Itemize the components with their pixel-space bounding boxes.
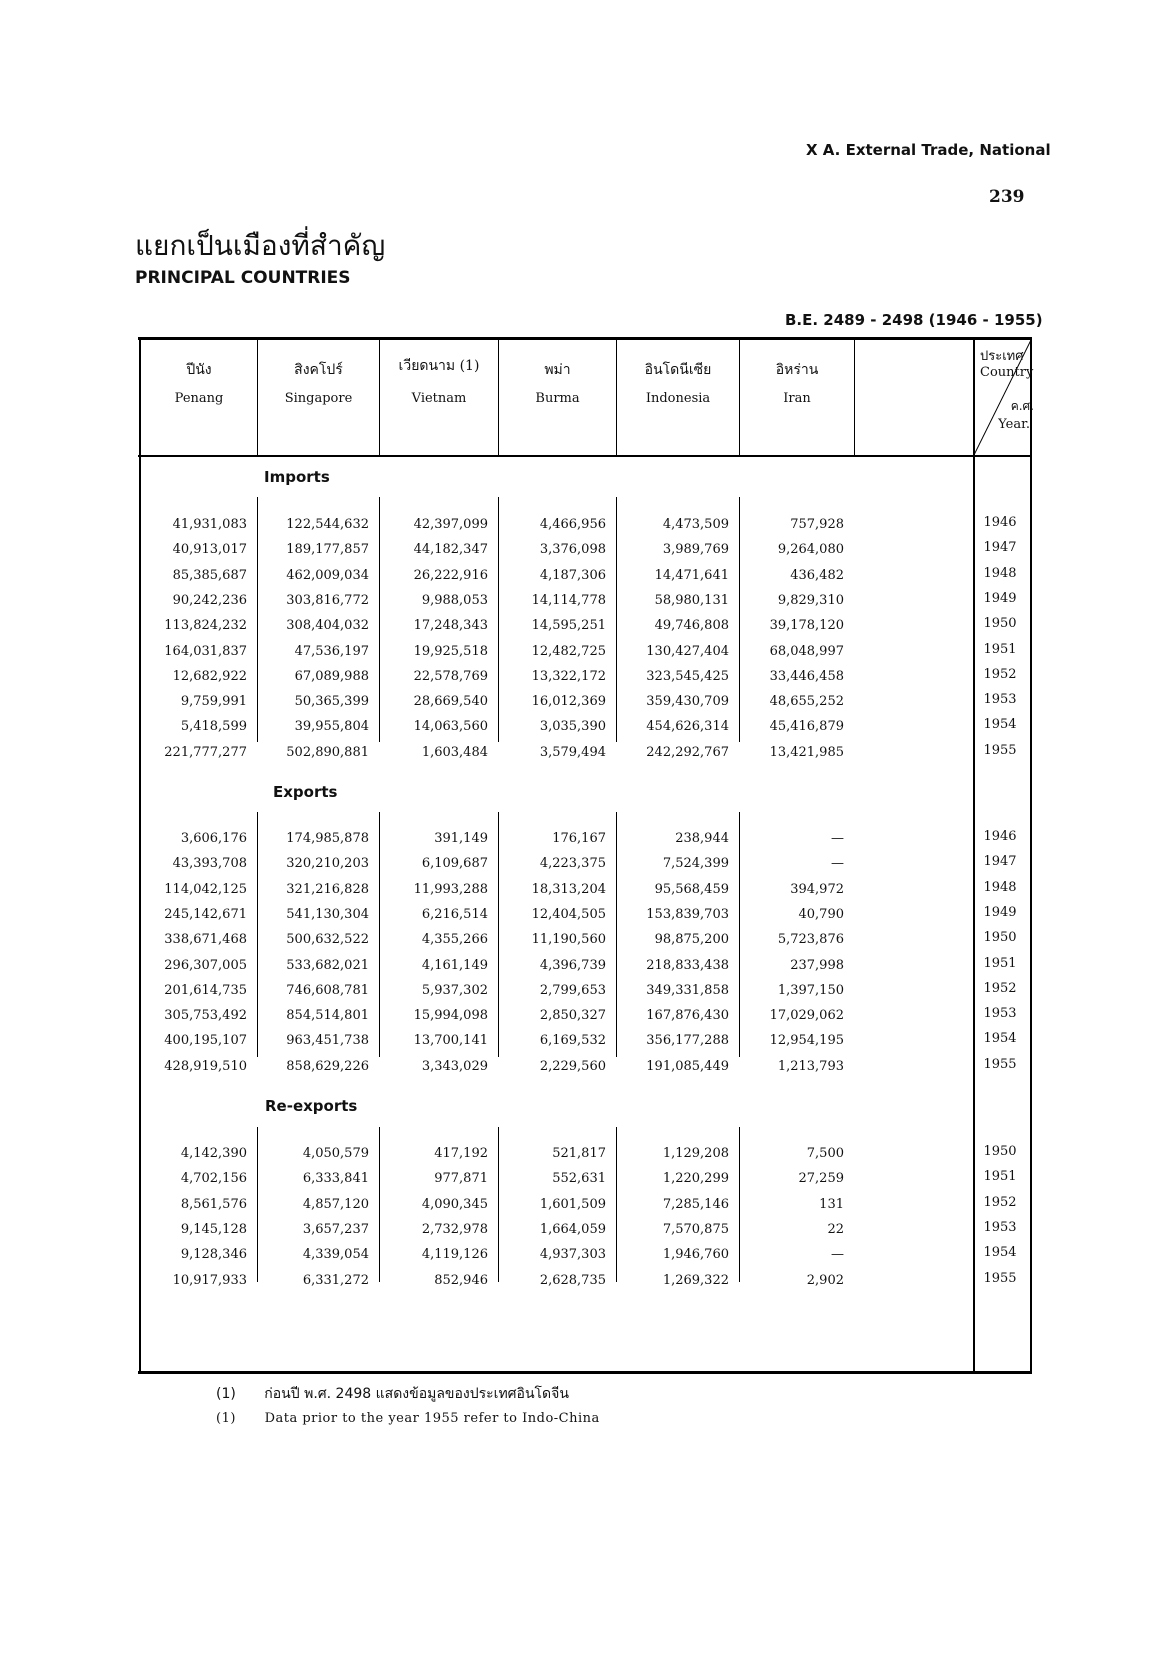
footnote-text: Data prior to the year 1955 refer to Indo-China (264, 1411, 600, 1426)
table-cell: 98,875,200 (654, 932, 729, 947)
table-cell: 176,167 (552, 831, 606, 846)
table-cell: 85,385,687 (172, 568, 247, 583)
table-cell: 5,937,302 (421, 983, 488, 998)
column-header-thai: พม่า (544, 362, 571, 378)
table-cell: 48,655,252 (769, 694, 844, 709)
table-bottom-rule (138, 1371, 1032, 1374)
table-cell: 218,833,438 (646, 958, 729, 973)
page-title-thai: แยกเป็นเมืองที่สำคัญ (135, 229, 386, 262)
table-year-cell: 1955 (983, 743, 1017, 758)
table-year-cell: 1951 (983, 642, 1017, 657)
table-cell: 10,917,933 (172, 1273, 247, 1288)
table-cell: 58,980,131 (654, 593, 729, 608)
table-cell: 39,955,804 (294, 719, 369, 734)
column-header-thai: เวียดนาม (1) (398, 358, 480, 374)
table-cell: 977,871 (434, 1171, 488, 1186)
table-cell: 6,109,687 (421, 856, 488, 871)
table-cell: 237,998 (790, 958, 844, 973)
table-cell: 39,178,120 (769, 618, 844, 633)
footnote-marker: (1) (216, 1411, 236, 1426)
table-year-cell: 1953 (983, 692, 1017, 707)
table-cell: 1,220,299 (662, 1171, 729, 1186)
trade-table (138, 337, 1032, 1375)
table-cell: 3,657,237 (302, 1222, 369, 1237)
table-year-cell: 1948 (983, 566, 1017, 581)
table-cell: 4,050,579 (302, 1146, 369, 1161)
table-year-cell: 1952 (983, 981, 1017, 996)
table-cell: 95,568,459 (654, 882, 729, 897)
table-cell: 552,631 (552, 1171, 606, 1186)
table-cell: 22,578,769 (413, 669, 488, 684)
table-cell: 320,210,203 (286, 856, 369, 871)
column-header: Burma (535, 391, 580, 406)
table-top-rule (138, 337, 1032, 340)
table-cell: 14,063,560 (413, 719, 488, 734)
table-cell: 17,248,343 (413, 618, 488, 633)
table-year-cell: 1949 (983, 591, 1017, 606)
column-header-thai: อิหร่าน (775, 362, 819, 378)
table-cell: 349,331,858 (646, 983, 729, 998)
table-cell: 19,925,518 (413, 644, 488, 659)
table-cell: 174,985,878 (286, 831, 369, 846)
table-cell: 454,626,314 (646, 719, 729, 734)
corner-country-thai: ประเทศ (980, 349, 1024, 364)
table-cell: 201,614,735 (164, 983, 247, 998)
table-cell: 394,972 (790, 882, 844, 897)
table-cell: 4,223,375 (539, 856, 606, 871)
table-cell: 164,031,837 (164, 644, 247, 659)
table-cell: 43,393,708 (172, 856, 247, 871)
table-cell: 1,213,793 (777, 1059, 844, 1074)
table-cell: 17,029,062 (769, 1008, 844, 1023)
table-cell: 963,451,738 (286, 1033, 369, 1048)
table-cell: 242,292,767 (646, 745, 729, 760)
table-cell: 221,777,277 (164, 745, 247, 760)
table-cell: 303,816,772 (286, 593, 369, 608)
page-title: PRINCIPAL COUNTRIES (135, 268, 351, 288)
table-cell: 11,993,288 (413, 882, 488, 897)
table-year-cell: 1951 (983, 956, 1017, 971)
table-cell: 436,482 (790, 568, 844, 583)
column-header: Penang (174, 391, 224, 406)
table-cell: 7,570,875 (662, 1222, 729, 1237)
table-cell: 4,857,120 (302, 1197, 369, 1212)
column-header: Vietnam (411, 391, 467, 406)
table-cell: 3,989,769 (662, 542, 729, 557)
table-cell: 1,601,509 (539, 1197, 606, 1212)
footnote-thai (216, 1383, 569, 1405)
table-cell: 28,669,540 (413, 694, 488, 709)
table-cell: 305,753,492 (164, 1008, 247, 1023)
table-cell: 15,994,098 (413, 1008, 488, 1023)
table-cell: 6,169,532 (539, 1033, 606, 1048)
table-cell: 14,114,778 (531, 593, 606, 608)
column-divider (854, 340, 855, 455)
table-year-cell: 1946 (983, 515, 1017, 530)
table-cell: 12,404,505 (531, 907, 606, 922)
table-cell: 533,682,021 (286, 958, 369, 973)
section-label-reexports: Re-exports (265, 1097, 358, 1115)
table-year-cell: 1953 (983, 1220, 1017, 1235)
table-cell: 22 (827, 1222, 844, 1237)
table-cell: 49,746,808 (654, 618, 729, 633)
table-cell: 4,937,303 (539, 1247, 606, 1262)
table-cell: 18,313,204 (531, 882, 606, 897)
table-cell: 2,902 (806, 1273, 844, 1288)
table-cell: 9,264,080 (777, 542, 844, 557)
table-cell: 4,355,266 (421, 932, 488, 947)
table-year-cell: 1954 (983, 1245, 1017, 1260)
table-cell: 26,222,916 (413, 568, 488, 583)
corner-year: Year. (998, 417, 1030, 432)
table-cell: 1,397,150 (777, 983, 844, 998)
table-cell: 189,177,857 (286, 542, 369, 557)
table-cell: 4,142,390 (180, 1146, 247, 1161)
table-cell: 5,723,876 (777, 932, 844, 947)
table-cell: 14,471,641 (654, 568, 729, 583)
table-cell: 13,322,172 (531, 669, 606, 684)
table-cell: 521,817 (552, 1146, 606, 1161)
table-year-cell: 1951 (983, 1169, 1017, 1184)
table-cell: 13,700,141 (413, 1033, 488, 1048)
table-cell: 40,913,017 (172, 542, 247, 557)
table-cell: — (831, 856, 844, 871)
table-cell: 1,269,322 (662, 1273, 729, 1288)
table-cell: 122,544,632 (286, 517, 369, 532)
table-year-cell: 1952 (983, 667, 1017, 682)
table-cell: 44,182,347 (413, 542, 488, 557)
table-cell: 9,829,310 (777, 593, 844, 608)
table-cell: 500,632,522 (286, 932, 369, 947)
table-cell: 238,944 (675, 831, 729, 846)
table-cell: 113,824,232 (164, 618, 247, 633)
table-cell: 3,606,176 (180, 831, 247, 846)
table-year-cell: 1950 (983, 616, 1017, 631)
footnote-en (216, 1411, 600, 1426)
table-cell: 3,376,098 (539, 542, 606, 557)
table-year-cell: 1953 (983, 1006, 1017, 1021)
column-header: Indonesia (645, 391, 711, 406)
table-cell: 5,418,599 (180, 719, 247, 734)
table-cell: 33,446,458 (769, 669, 844, 684)
table-cell: 4,090,345 (421, 1197, 488, 1212)
table-cell: 114,042,125 (164, 882, 247, 897)
table-cell: 50,365,399 (294, 694, 369, 709)
footnote-marker: (1) (216, 1386, 236, 1402)
table-cell: 41,931,083 (172, 517, 247, 532)
section-label-exports: Exports (273, 783, 338, 801)
table-cell: 7,500 (806, 1146, 844, 1161)
table-cell: 2,732,978 (421, 1222, 488, 1237)
table-cell: 14,595,251 (531, 618, 606, 633)
table-cell: 502,890,881 (286, 745, 369, 760)
table-cell: 428,919,510 (164, 1059, 247, 1074)
table-cell: 4,466,956 (539, 517, 606, 532)
table-cell: 4,187,306 (539, 568, 606, 583)
table-cell: 9,128,346 (180, 1247, 247, 1262)
table-cell: 2,229,560 (539, 1059, 606, 1074)
table-cell: 9,145,128 (180, 1222, 247, 1237)
table-cell: 858,629,226 (286, 1059, 369, 1074)
section-label-imports: Imports (264, 468, 330, 486)
table-cell: 323,545,425 (646, 669, 729, 684)
table-cell: 2,850,327 (539, 1008, 606, 1023)
table-cell: 11,190,560 (531, 932, 606, 947)
table-cell: 3,035,390 (539, 719, 606, 734)
table-year-cell: 1947 (983, 540, 1017, 555)
table-cell: 541,130,304 (286, 907, 369, 922)
table-cell: 16,012,369 (531, 694, 606, 709)
table-year-cell: 1955 (983, 1271, 1017, 1286)
column-header: Iran (783, 391, 811, 406)
table-year-cell: 1952 (983, 1195, 1017, 1210)
table-cell: 8,561,576 (180, 1197, 247, 1212)
table-cell: 3,579,494 (539, 745, 606, 760)
table-cell: 6,216,514 (421, 907, 488, 922)
table-year-cell: 1954 (983, 717, 1017, 732)
column-header-thai: อินโดนีเซีย (644, 362, 712, 378)
table-cell: 153,839,703 (646, 907, 729, 922)
table-cell: 47,536,197 (294, 644, 369, 659)
table-cell: 90,242,236 (172, 593, 247, 608)
table-cell: 67,089,988 (294, 669, 369, 684)
table-cell: 2,628,735 (539, 1273, 606, 1288)
table-year-cell: 1946 (983, 829, 1017, 844)
table-cell: 1,664,059 (539, 1222, 606, 1237)
table-cell: 12,482,725 (531, 644, 606, 659)
table-year-cell: 1955 (983, 1057, 1017, 1072)
table-cell: 4,473,509 (662, 517, 729, 532)
running-head: X A. External Trade, National (806, 141, 1051, 159)
table-cell: 296,307,005 (164, 958, 247, 973)
column-header-thai: ปีนัง (186, 362, 212, 378)
column-header-thai: สิงคโปร์ (294, 362, 343, 378)
table-cell: 391,149 (434, 831, 488, 846)
table-cell: 746,608,781 (286, 983, 369, 998)
table-year-cell: 1950 (983, 1144, 1017, 1159)
table-cell: 7,524,399 (662, 856, 729, 871)
table-cell: 130,427,404 (646, 644, 729, 659)
table-cell: 4,161,149 (421, 958, 488, 973)
table-cell: 27,259 (798, 1171, 844, 1186)
column-header: Singapore (284, 391, 353, 406)
table-cell: 6,333,841 (302, 1171, 369, 1186)
corner-year-thai-label: ค.ศ. (1010, 399, 1034, 413)
table-year-cell: 1949 (983, 905, 1017, 920)
corner-country: Country (980, 365, 1034, 380)
table-cell: 1,603,484 (421, 745, 488, 760)
table-cell: 417,192 (434, 1146, 488, 1161)
table-cell: 321,216,828 (286, 882, 369, 897)
table-cell: 191,085,449 (646, 1059, 729, 1074)
table-cell: 45,416,879 (769, 719, 844, 734)
table-cell: 2,799,653 (539, 983, 606, 998)
table-cell: — (831, 831, 844, 846)
header-bottom-rule (138, 455, 1032, 457)
table-year-cell: 1950 (983, 930, 1017, 945)
page-number: 239 (989, 187, 1025, 207)
table-year-cell: 1948 (983, 880, 1017, 895)
table-year-cell: 1954 (983, 1031, 1017, 1046)
table-cell: 131 (819, 1197, 844, 1212)
table-cell: 1,946,760 (662, 1247, 729, 1262)
table-cell: 42,397,099 (413, 517, 488, 532)
table-cell: 6,331,272 (302, 1273, 369, 1288)
table-cell: 852,946 (434, 1273, 488, 1288)
period-label: B.E. 2489 - 2498 (1946 - 1955) (785, 311, 1043, 329)
table-cell: 757,928 (790, 517, 844, 532)
table-cell: 308,404,032 (286, 618, 369, 633)
table-cell: 338,671,468 (164, 932, 247, 947)
table-cell: 12,682,922 (172, 669, 247, 684)
table-cell: 9,988,053 (421, 593, 488, 608)
footnote-text-thai: ก่อนปี พ.ศ. 2498 แสดงข้อมูลของประเทศอินโดจีน (264, 1386, 569, 1402)
table-cell: 7,285,146 (662, 1197, 729, 1212)
table-cell: 4,119,126 (421, 1247, 488, 1262)
table-cell: 9,759,991 (180, 694, 247, 709)
table-cell: 68,048,997 (769, 644, 844, 659)
table-cell: 13,421,985 (769, 745, 844, 760)
table-cell: 356,177,288 (646, 1033, 729, 1048)
table-cell: 4,396,739 (539, 958, 606, 973)
table-cell: 12,954,195 (769, 1033, 844, 1048)
table-cell: 167,876,430 (646, 1008, 729, 1023)
table-cell: 40,790 (798, 907, 844, 922)
table-cell: 1,129,208 (662, 1146, 729, 1161)
table-cell: — (831, 1247, 844, 1262)
table-cell: 3,343,029 (421, 1059, 488, 1074)
table-cell: 245,142,671 (164, 907, 247, 922)
table-cell: 400,195,107 (164, 1033, 247, 1048)
table-cell: 4,702,156 (180, 1171, 247, 1186)
table-cell: 4,339,054 (302, 1247, 369, 1262)
table-cell: 854,514,801 (286, 1008, 369, 1023)
table-cell: 462,009,034 (286, 568, 369, 583)
table-cell: 359,430,709 (646, 694, 729, 709)
table-year-cell: 1947 (983, 854, 1017, 869)
